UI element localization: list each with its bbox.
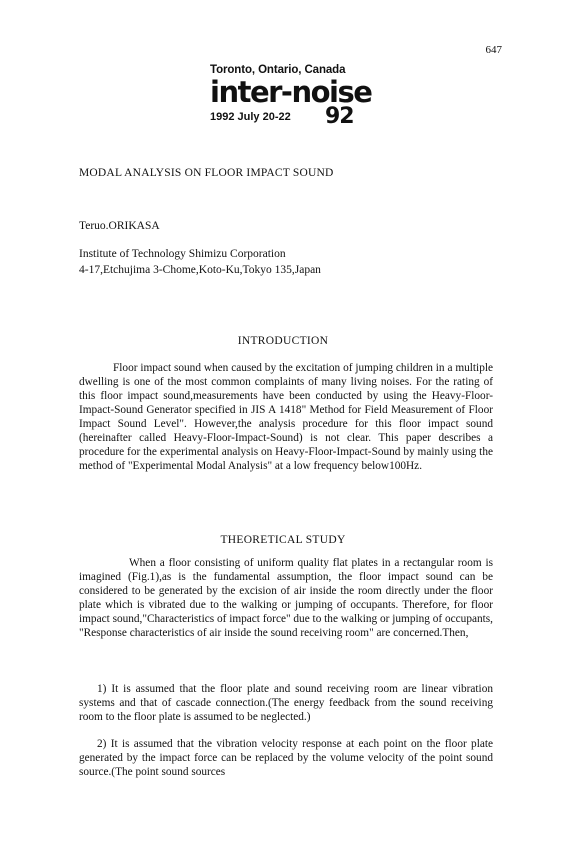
conference-logo — [210, 64, 390, 144]
conference-location: Toronto, Ontario, Canada — [210, 64, 346, 76]
section-heading-theoretical-study: THEORETICAL STUDY — [220, 534, 346, 546]
paper-title: MODAL ANALYSIS ON FLOOR IMPACT SOUND — [79, 167, 334, 179]
page-number: 647 — [485, 44, 502, 56]
affiliation-line-1: Institute of Technology Shimizu Corporation — [79, 248, 286, 260]
affiliation-line-2: 4-17,Etchujima 3-Chome,Koto-Ku,Tokyo 135,Japan — [79, 264, 321, 276]
theoretical-study-paragraph: When a floor consisting of uniform quality flat plates in a rectangular room is imagined (Fig.1),as is the fundamental assumption, the floor impact sound can be considered to be generated by the excision of air inside the room directly under the floor plate which is vibrated due to the walking or jumping of occupants. Therefore, for floor impact sound,"Characteristics of impact force" due to the walking or jumping of occupants, "Response characteristics of air inside the sound receiving room" are concerned.Then, — [79, 557, 493, 639]
assumption-item-2: 2) It is assumed that the vibration velocity response at each point on the floor plate generated by the impact force can be replaced by the volume velocity of the point sound source.(The point sound sources — [79, 738, 493, 778]
conference-date: 1992 July 20-22 — [210, 111, 291, 123]
assumption-item-1: 1) It is assumed that the floor plate and sound receiving room are linear vibration systems and that of cascade connection.(The energy feedback from the sound receiving room to the floor plate is assumed to be neglected.) — [79, 683, 493, 723]
author-name: Teruo.ORIKASA — [79, 220, 160, 232]
conference-year: 92 — [325, 104, 354, 129]
conference-name: inter-noise — [210, 75, 372, 109]
introduction-paragraph: Floor impact sound when caused by the excitation of jumping children in a multiple dwelling is one of the most common complaints of many living noises. For the rating of this floor impact sound,measurements have been conducted by using the Heavy-Floor-Impact-Sound Generator specified in JIS A 1418" Method for Field Measurement of Floor Impact Sound Level". However,the analysis procedure for this floor impact sound (hereinafter called Heavy-Floor-Impact-Sound) is not clear. This paper describes a procedure for the experimental analysis on Heavy-Floor-Impact-Sound by mainly using the method of "Experimental Modal Analysis" at a low frequency below100Hz. — [79, 362, 493, 472]
section-heading-introduction: INTRODUCTION — [237, 335, 329, 347]
